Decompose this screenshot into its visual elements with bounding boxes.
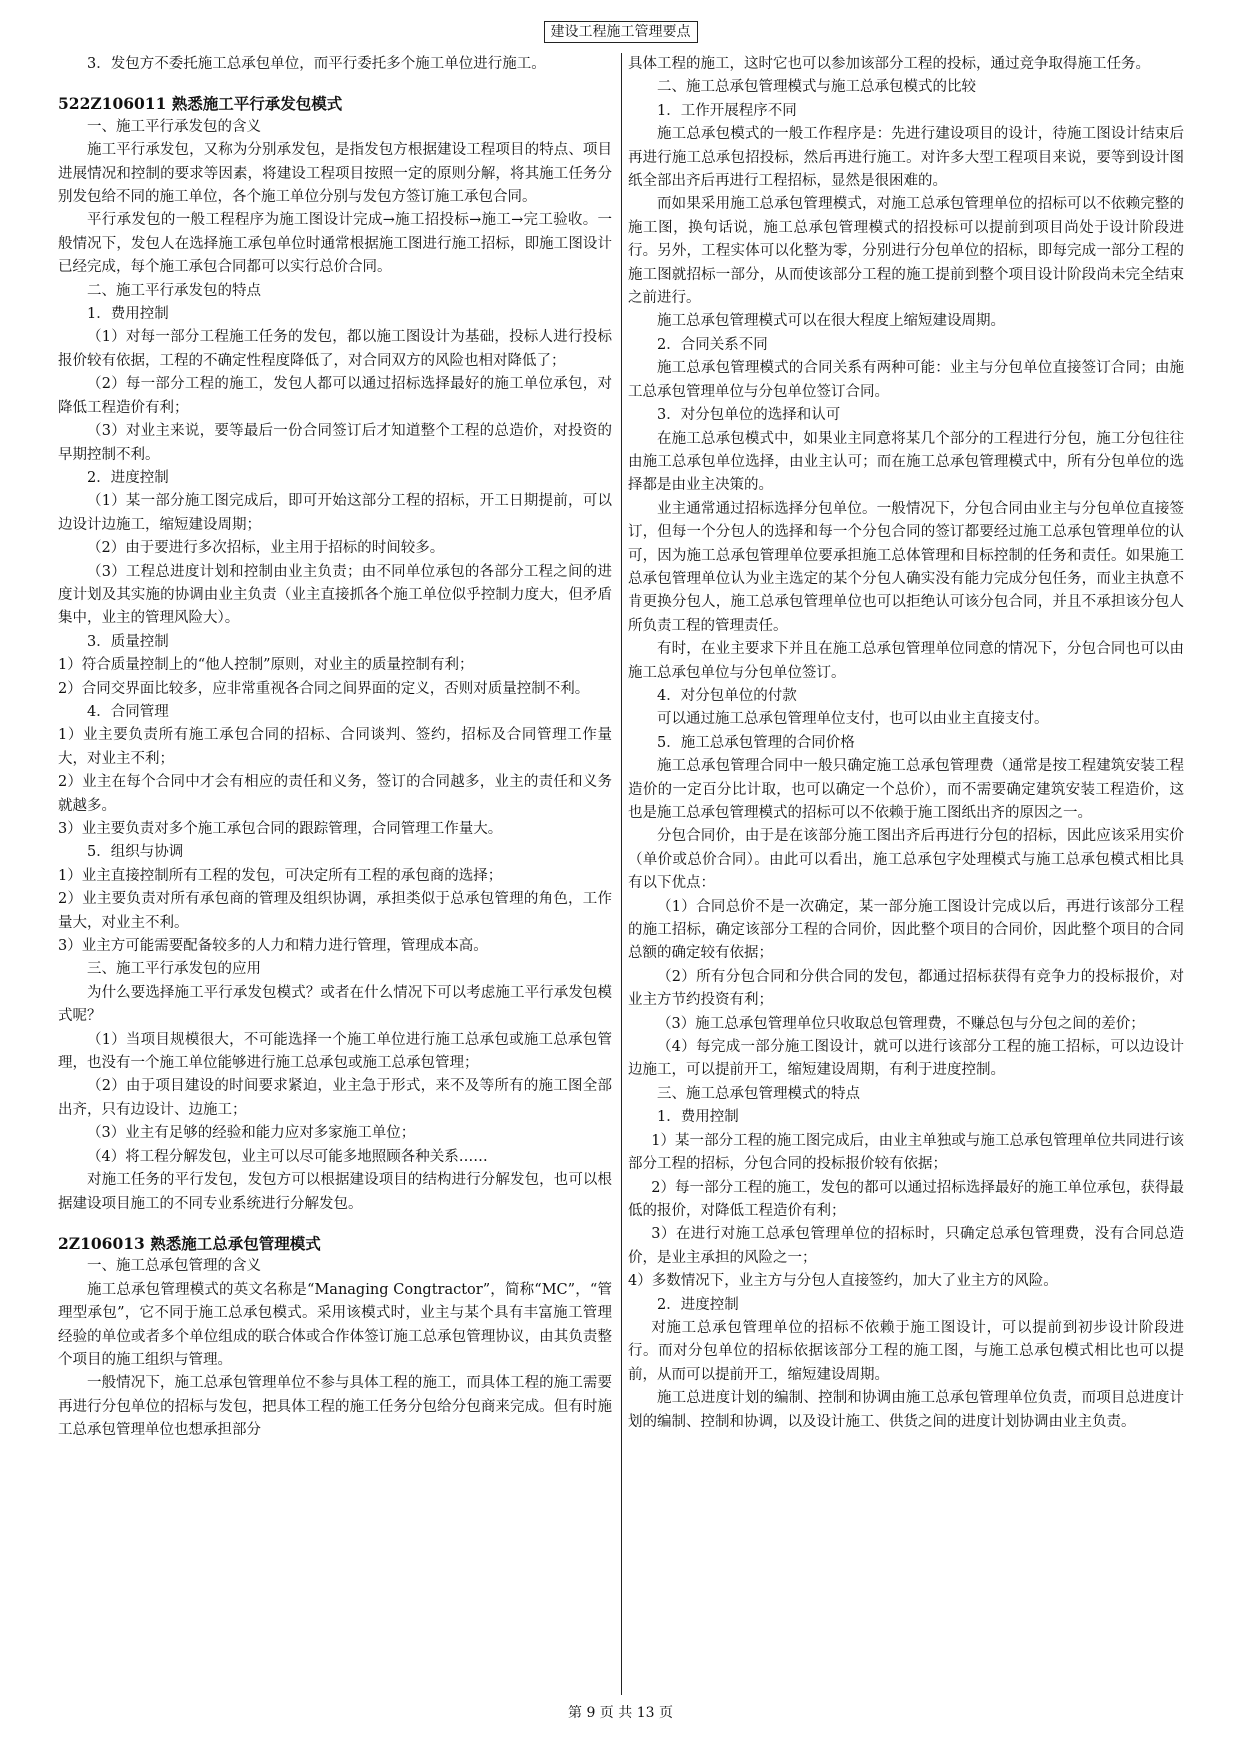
paragraph: 3．质量控制 (87, 633, 169, 650)
paragraph: 施工总承包管理模式的英文名称是“Managing Congtractor”，简称“MC”，“管理型承包”，它不同于施工总承包模式。采用该模式时，业主与某个具有丰富施工管理经验的单位或者多个单位组成的联合体或合作体签订施工总承包管理协议，由其负责整个项目的施工组织与管理。 (58, 1281, 612, 1368)
page-number: 第 9 页 共 13 页 (568, 1705, 673, 1721)
paragraph: 三、施工平行承发包的应用 (87, 961, 261, 978)
column-divider (621, 53, 622, 1695)
paragraph: 在施工总承包模式中，如果业主同意将某几个部分的工程进行分包，施工分包往往由施工总承包单位选择，由业主认可；而在施工总承包管理模式中，所有分包单位的选择都是由业主决策的。 (628, 430, 1184, 494)
paragraph: 三、施工总承包管理模式的特点 (657, 1085, 860, 1102)
paragraph: （1）当项目规模很大，不可能选择一个施工单位进行施工总承包或施工总承包管理，也没有一个施工单位能够进行施工总承包或施工总承包管理； (58, 1031, 612, 1072)
paragraph: 平行承发包的一般工程程序为施工图设计完成→施工招投标→施工→完工验收。一般情况下，发包人在选择施工承包单位时通常根据施工图进行施工招标，即施工图设计已经完成，每个施工承包合同都可以实行总价合同。 (58, 212, 612, 276)
section-heading: 2Z106013 熟悉施工总承包管理模式 (58, 1233, 321, 1253)
paragraph: 施工平行承发包，又称为分别承发包，是指发包方根据建设工程项目的特点、项目进展情况和控制的要求等因素，将建设工程项目按照一定的原则分解，将其施工任务分别发包给不同的施工单位，各个施工单位分别与发包方签订施工承包合同。 (58, 142, 612, 206)
paragraph: 3）业主方可能需要配备较多的人力和精力进行管理，管理成本高。 (58, 938, 488, 955)
paragraph: 二、施工平行承发包的特点 (87, 282, 261, 299)
paragraph: 1）某一部分工程的施工图完成后，由业主单独或与施工总承包管理单位共同进行该部分工程的招标，分包合同的投标报价较有依据； (628, 1132, 1184, 1173)
paragraph: 具体工程的施工，这时它也可以参加该部分工程的投标，通过竞争取得施工任务。 (628, 56, 1150, 72)
paragraph: （1）对每一部分工程施工任务的发包，都以施工图设计为基础，投标人进行投标报价较有依据，工程的不确定性程度降低了，对合同双方的风险也相对降低了； (58, 329, 612, 369)
header-title: 建设工程施工管理要点 (544, 21, 698, 43)
section-heading: 522Z106011 熟悉施工平行承发包模式 (58, 94, 343, 114)
paragraph: 5．施工总承包管理的合同价格 (657, 734, 855, 751)
page-footer (0, 1702, 1241, 1722)
paragraph: （4）每完成一部分施工图设计，就可以进行该部分工程的施工招标，可以边设计边施工，可以提前开工，缩短建设周期，有利于进度控制。 (628, 1039, 1184, 1079)
paragraph: 1．工作开展程序不同 (657, 102, 797, 119)
paragraph: 一般情况下，施工总承包管理单位不参与具体工程的施工，而具体工程的施工需要再进行分包单位的招标与发包，把具体工程的施工任务分包给分包商来完成。但有时施工总承包管理单位也想承担部分 (58, 1375, 612, 1439)
paragraph: 5．组织与协调 (87, 844, 184, 861)
paragraph: 1．费用控制 (87, 306, 169, 323)
paragraph: 施工总承包管理合同中一般只确定施工总承包管理费（通常是按工程建筑安装工程造价的一定百分比计取，也可以确定一个总价），而不需要确定建筑安装工程造价，这也是施工总承包管理模式的招标可以不依赖于施工图纸出齐的原因之一。 (628, 758, 1184, 821)
paragraph: 施工总进度计划的编制、控制和协调由施工总承包管理单位负责，而项目总进度计划的编制、控制和协调，以及设计施工、供货之间的进度计划协调由业主负责。 (628, 1390, 1184, 1430)
paragraph: 二、施工总承包管理模式与施工总承包模式的比较 (657, 79, 976, 96)
paragraph: （4）将工程分解发包，业主可以尽可能多地照顾各种关系…… (87, 1148, 488, 1165)
paragraph: 3．发包方不委托施工总承包单位，而平行委托多个施工单位进行施工。 (87, 56, 546, 72)
paragraph: 施工总承包管理模式的合同关系有两种可能：业主与分包单位直接签订合同；由施工总承包管理单位与分包单位签订合同。 (628, 360, 1184, 400)
paragraph: （1）某一部分施工图完成后，即可开始这部分工程的招标，开工日期提前，可以边设计边施工，缩短建设周期； (58, 493, 612, 533)
paragraph: 2）每一部分工程的施工，发包的都可以通过招标选择最好的施工单位承包，获得最低的报价，对降低工程造价有利； (628, 1179, 1184, 1219)
paragraph: 对施工任务的平行发包，发包方可以根据建设项目的结构进行分解发包，也可以根据建设项目施工的不同专业系统进行分解发包。 (58, 1172, 612, 1212)
paragraph: 1）业主要负责所有施工承包合同的招标、合同谈判、签约，招标及合同管理工作量大，对业主不利； (58, 727, 612, 767)
paragraph: 1）符合质量控制上的“他人控制”原则，对业主的质量控制有利； (58, 657, 474, 674)
right-column (628, 53, 1184, 1693)
paragraph: （3）工程总进度计划和控制由业主负责；由不同单位承包的各部分工程之间的进度计划及其实施的协调由业主负责（业主直接抓各个施工单位似乎控制力度大，但矛盾集中，业主的管理风险大）。 (58, 563, 612, 627)
paragraph: 为什么要选择施工平行承发包模式？或者在什么情况下可以考虑施工平行承发包模式呢？ (58, 984, 612, 1025)
paragraph: 2．进度控制 (87, 469, 169, 486)
paragraph: 分包合同价，由于是在该部分施工图出齐后再进行分包的招标，因此应该采用实价（单价或总价合同）。由此可以看出，施工总承包字处理模式与施工总承包模式相比具有以下优点： (628, 828, 1184, 892)
paragraph: 可以通过施工总承包管理单位支付，也可以由业主直接支付。 (657, 711, 1049, 728)
paragraph: 一、施工总承包管理的含义 (87, 1258, 261, 1275)
paragraph: 有时，在业主要求下并且在施工总承包管理单位同意的情况下，分包合同也可以由施工总承包单位与分包单位签订。 (628, 641, 1184, 681)
paragraph: （3）业主有足够的经验和能力应对多家施工单位； (87, 1125, 416, 1142)
running-header (0, 21, 1241, 43)
paragraph: 业主通常通过招标选择分包单位。一般情况下，分包合同由业主与分包单位直接签订，但每一个分包人的选择和每一个分包合同的签订都要经过施工总承包管理单位的认可，因为施工总承包管理单位要承担施工总体管理和目标控制的任务和责任。如果施工总承包管理单位认为业主选定的某个分包人确实没有能力完成分包任务，而业主执意不肯更换分包人，施工总承包管理单位也可以拒绝认可该分包合同，并且不承担该分包人所负责工程的管理责任。 (628, 500, 1184, 634)
paragraph: 施工总承包模式的一般工作程序是：先进行建设项目的设计，待施工图设计结束后再进行施工总承包招投标，然后再进行施工。对许多大型工程项目来说，要等到设计图纸全部出齐后再进行工程招标，显然是很困难的。 (628, 126, 1184, 190)
paragraph: 3．对分包单位的选择和认可 (657, 407, 841, 424)
paragraph: 3）在进行对施工总承包管理单位的招标时，只确定总承包管理费，没有合同总造价，是业主承担的风险之一； (628, 1226, 1184, 1266)
paragraph: 1．费用控制 (657, 1109, 739, 1126)
paragraph: 2）合同交界面比较多，应非常重视各合同之间界面的定义，否则对质量控制不利。 (58, 680, 590, 697)
paragraph: 而如果采用施工总承包管理模式，对施工总承包管理单位的招标可以不依赖完整的施工图，换句话说，施工总承包管理模式的招投标可以提前到项目尚处于设计阶段进行。另外，工程实体可以化整为零，分别进行分包单位的招标，即每完成一部分工程的施工图就招标一部分，从而使该部分工程的施工提前到整个项目设计阶段尚未完全结束之前进行。 (628, 196, 1184, 307)
paragraph: 3）业主要负责对多个施工承包合同的跟踪管理，合同管理工作量大。 (58, 821, 503, 837)
paragraph: 一、施工平行承发包的含义 (87, 118, 261, 135)
paragraph: 1）业主直接控制所有工程的发包，可决定所有工程的承包商的选择； (58, 867, 503, 884)
paragraph: 对施工总承包管理单位的招标不依赖于施工图设计，可以提前到初步设计阶段进行。而对分包单位的招标依据该部分工程的施工图，与施工总承包模式相比也可以提前，从而可以提前开工，缩短建设周期。 (628, 1319, 1184, 1383)
paragraph: （3）施工总承包管理单位只收取总包管理费，不赚总包与分包之间的差价； (657, 1015, 1145, 1032)
paragraph: 4．合同管理 (87, 703, 169, 720)
paragraph: 4．对分包单位的付款 (657, 687, 797, 704)
paragraph: （2）每一部分工程的施工，发包人都可以通过招标选择最好的施工单位承包，对降低工程造价有利； (58, 376, 612, 416)
paragraph: （1）合同总价不是一次确定，某一部分施工图设计完成以后，再进行该部分工程的施工招标，确定该部分工程的合同价，因此整个项目的合同价，因此整个项目的合同总额的确定较有依据； (628, 898, 1184, 962)
paragraph: 4）多数情况下，业主方与分包人直接签约，加大了业主方的风险。 (628, 1273, 1058, 1290)
paragraph: 2）业主在每个合同中才会有相应的责任和义务，签订的合同越多，业主的责任和义务就越多。 (58, 774, 612, 814)
paragraph: （3）对业主来说，要等最后一份合同签订后才知道整个工程的总造价，对投资的早期控制不利。 (58, 423, 612, 463)
paragraph: 施工总承包管理模式可以在很大程度上缩短建设周期。 (657, 313, 1005, 330)
paragraph: （2）由于要进行多次招标，业主用于招标的时间较多。 (87, 540, 445, 557)
paragraph: 2）业主要负责对所有承包商的管理及组织协调，承担类似于总承包管理的角色，工作量大，对业主不利。 (58, 891, 612, 931)
paragraph: 2．进度控制 (657, 1296, 739, 1313)
left-column (58, 53, 612, 1693)
paragraph: （2）由于项目建设的时间要求紧迫，业主急于形式，来不及等所有的施工图全部出齐，只有边设计、边施工； (58, 1078, 612, 1118)
paragraph: （2）所有分包合同和分供合同的发包，都通过招标获得有竞争力的投标报价，对业主方节约投资有利； (628, 968, 1184, 1009)
paragraph: 2．合同关系不同 (657, 336, 768, 353)
